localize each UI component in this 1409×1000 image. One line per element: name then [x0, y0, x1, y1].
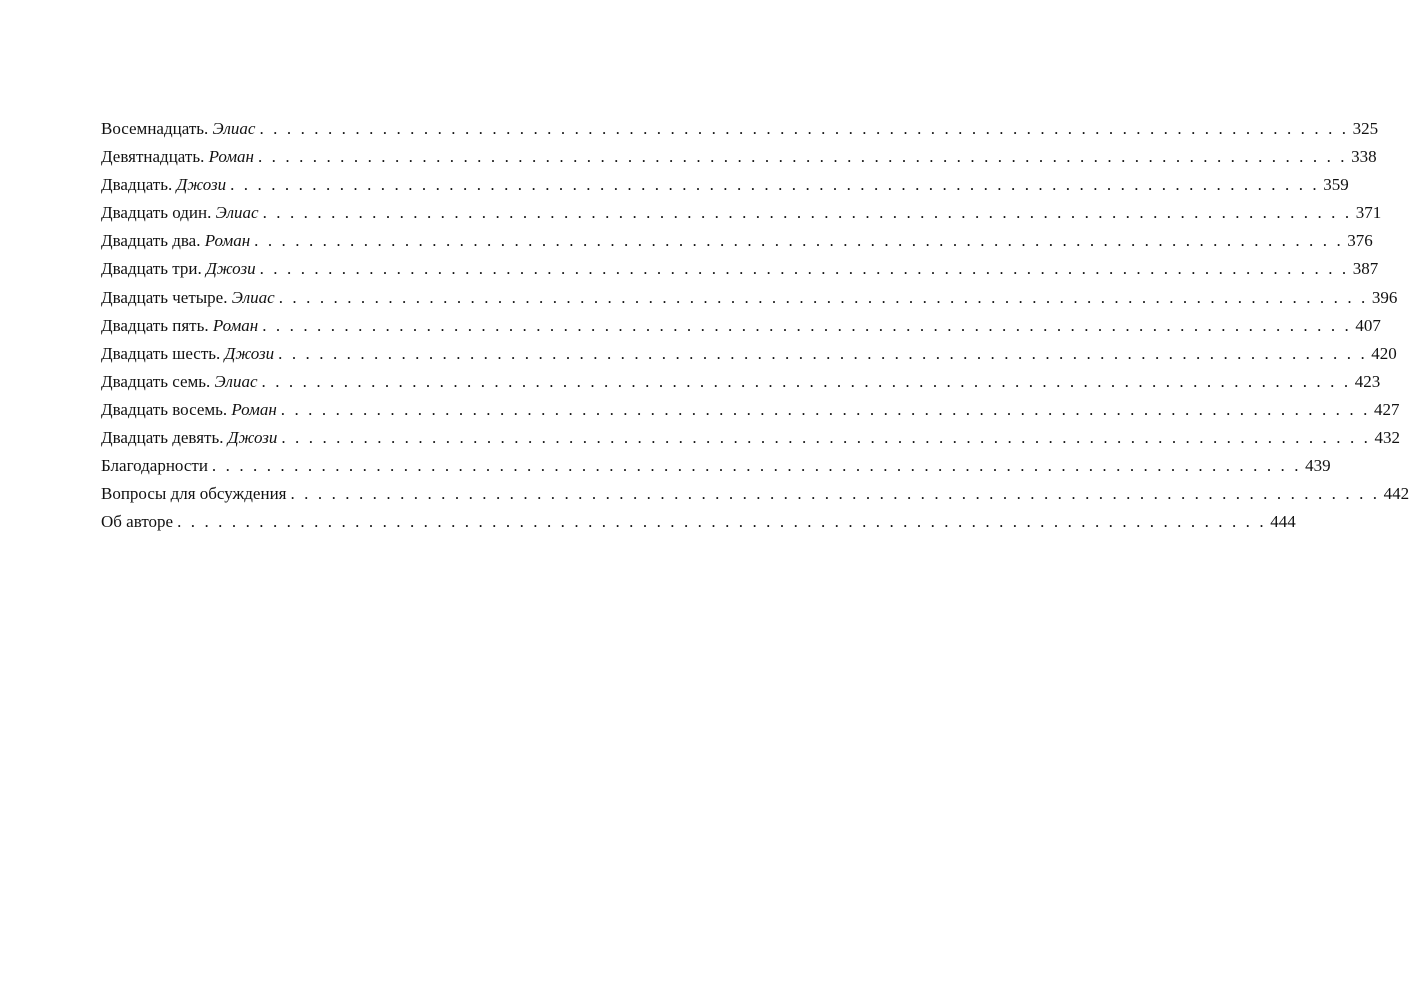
narrator-name: Роман	[208, 147, 254, 167]
page-number: 407	[1355, 315, 1381, 335]
dot-leader: . . . . . . . . . . . . . . . . . . . . . . . . . . . . . . . . . . . . . . . . . . . . . . . . . . . . . . . . . . . . . . . . . . . . . . . . . . . . . . . .	[290, 484, 1380, 504]
toc-entry	[101, 368, 1381, 396]
page-number: 325	[1352, 119, 1379, 138]
toc-entry	[101, 227, 1373, 255]
toc-entry	[101, 143, 1377, 171]
page-number: 444	[1270, 512, 1296, 532]
page-number: 338	[1351, 147, 1377, 167]
narrator-name: Роман	[231, 399, 277, 419]
chapter-title: Двадцать девять.	[101, 428, 224, 448]
toc-entry-title	[101, 312, 258, 340]
narrator-name: Роман	[204, 231, 251, 251]
chapter-title: Двадцать пять.	[101, 315, 209, 335]
dot-leader: . . . . . . . . . . . . . . . . . . . . . . . . . . . . . . . . . . . . . . . . . . . . . . . . . . . . . . . . . . . . . . . . . . . . . . . . . . . . . . . .	[177, 512, 1267, 532]
page-number: 359	[1323, 175, 1349, 195]
toc-entry-title	[101, 115, 255, 143]
toc-entry	[101, 171, 1349, 199]
dot-leader: . . . . . . . . . . . . . . . . . . . . . . . . . . . . . . . . . . . . . . . . . . . . . . . . . . . . . . . . . . . . . . . . . . . . . . . . . . . . . . . .	[230, 175, 1320, 195]
dot-leader: . . . . . . . . . . . . . . . . . . . . . . . . . . . . . . . . . . . . . . . . . . . . . . . . . . . . . . . . . . . . . . . . . . . . . . . . . . . . . . . .	[262, 203, 1352, 223]
narrator-name: Джози	[224, 343, 275, 363]
chapter-title: Двадцать семь.	[101, 371, 211, 391]
chapter-title: Девятнадцать.	[101, 147, 205, 167]
chapter-title: Двадцать четыре.	[101, 287, 228, 307]
dot-leader: . . . . . . . . . . . . . . . . . . . . . . . . . . . . . . . . . . . . . . . . . . . . . . . . . . . . . . . . . . . . . . . . . . . . . . . . . . . . . . . .	[278, 343, 1368, 363]
narrator-name: Джози	[176, 175, 227, 195]
dot-leader: . . . . . . . . . . . . . . . . . . . . . . . . . . . . . . . . . . . . . . . . . . . . . . . . . . . . . . . . . . . . . . . . . . . . . . . . . . . . . . . .	[262, 315, 1352, 335]
chapter-title: Двадцать три.	[101, 259, 202, 279]
chapter-title: Двадцать шесть.	[101, 343, 221, 363]
toc-entry-title	[101, 368, 258, 396]
toc-entry-title	[101, 199, 259, 227]
chapter-title: Благодарности	[101, 456, 208, 476]
dot-leader: . . . . . . . . . . . . . . . . . . . . . . . . . . . . . . . . . . . . . . . . . . . . . . . . . . . . . . . . . . . . . . . . . . . . . . . . . . . . . . . .	[278, 287, 1368, 307]
page-number: 427	[1373, 399, 1400, 419]
chapter-title: Двадцать два.	[101, 231, 201, 251]
toc-entry-title	[101, 396, 277, 424]
page-number: 423	[1354, 371, 1381, 391]
page-number: 376	[1347, 231, 1373, 251]
toc-entry-title	[101, 255, 256, 283]
toc-entry	[101, 424, 1401, 452]
page-number: 442	[1383, 484, 1409, 504]
toc-entry	[101, 312, 1381, 340]
dot-leader: . . . . . . . . . . . . . . . . . . . . . . . . . . . . . . . . . . . . . . . . . . . . . . . . . . . . . . . . . . . . . . . . . . . . . . . . . . . . . . . .	[281, 428, 1371, 448]
dot-leader: . . . . . . . . . . . . . . . . . . . . . . . . . . . . . . . . . . . . . . . . . . . . . . . . . . . . . . . . . . . . . . . . . . . . . . . . . . . . . . . .	[261, 371, 1351, 391]
chapter-title: Двадцать.	[101, 175, 173, 195]
toc-entry-title	[101, 452, 208, 480]
toc-entry-title	[101, 508, 173, 536]
toc-entry	[101, 452, 1331, 480]
toc-entry	[101, 340, 1397, 368]
narrator-name: Элиас	[214, 371, 258, 391]
narrator-name: Элиас	[212, 119, 256, 138]
page-number: 396	[1371, 287, 1398, 307]
chapter-title: Об авторе	[101, 512, 174, 532]
toc-entry	[101, 199, 1382, 227]
toc-entry	[101, 255, 1379, 283]
narrator-name: Джози	[205, 259, 256, 279]
narrator-name: Роман	[212, 315, 259, 335]
table-of-contents	[101, 115, 1409, 536]
toc-entry-title	[101, 143, 254, 171]
chapter-title: Двадцать восемь.	[101, 399, 228, 419]
toc-entry-title	[101, 480, 286, 508]
dot-leader: . . . . . . . . . . . . . . . . . . . . . . . . . . . . . . . . . . . . . . . . . . . . . . . . . . . . . . . . . . . . . . . . . . . . . . . . . . . . . . . .	[211, 456, 1302, 476]
dot-leader: . . . . . . . . . . . . . . . . . . . . . . . . . . . . . . . . . . . . . . . . . . . . . . . . . . . . . . . . . . . . . . . . . . . . . . . . . . . . . . . .	[254, 231, 1344, 251]
chapter-title: Двадцать один.	[101, 203, 212, 223]
dot-leader: . . . . . . . . . . . . . . . . . . . . . . . . . . . . . . . . . . . . . . . . . . . . . . . . . . . . . . . . . . . . . . . . . . . . . . . . . . . . . . . .	[257, 147, 1348, 167]
toc-entry	[101, 480, 1409, 508]
toc-entry-title	[101, 284, 275, 312]
dot-leader: . . . . . . . . . . . . . . . . . . . . . . . . . . . . . . . . . . . . . . . . . . . . . . . . . . . . . . . . . . . . . . . . . . . . . . . . . . . . . . . .	[259, 119, 1349, 138]
toc-entry-title	[101, 340, 274, 368]
chapter-title: Вопросы для обсуждения	[101, 484, 287, 504]
toc-entry	[101, 115, 1379, 143]
toc-entry	[101, 508, 1296, 536]
narrator-name: Элиас	[215, 203, 259, 223]
toc-entry	[101, 284, 1398, 312]
toc-entry	[101, 396, 1400, 424]
page-number: 387	[1352, 259, 1379, 279]
chapter-title: Восемнадцать.	[101, 119, 209, 138]
toc-entry-title	[101, 424, 277, 452]
toc-entry-title	[101, 227, 250, 255]
page-number: 371	[1355, 203, 1382, 223]
page-number: 420	[1371, 343, 1397, 363]
dot-leader: . . . . . . . . . . . . . . . . . . . . . . . . . . . . . . . . . . . . . . . . . . . . . . . . . . . . . . . . . . . . . . . . . . . . . . . . . . . . . . . .	[280, 399, 1370, 419]
page-number: 439	[1305, 456, 1331, 476]
page-number: 432	[1374, 428, 1401, 448]
narrator-name: Элиас	[231, 287, 275, 307]
dot-leader: . . . . . . . . . . . . . . . . . . . . . . . . . . . . . . . . . . . . . . . . . . . . . . . . . . . . . . . . . . . . . . . . . . . . . . . . . . . . . . . .	[259, 259, 1349, 279]
narrator-name: Джози	[227, 428, 278, 448]
toc-entry-title	[101, 171, 226, 199]
